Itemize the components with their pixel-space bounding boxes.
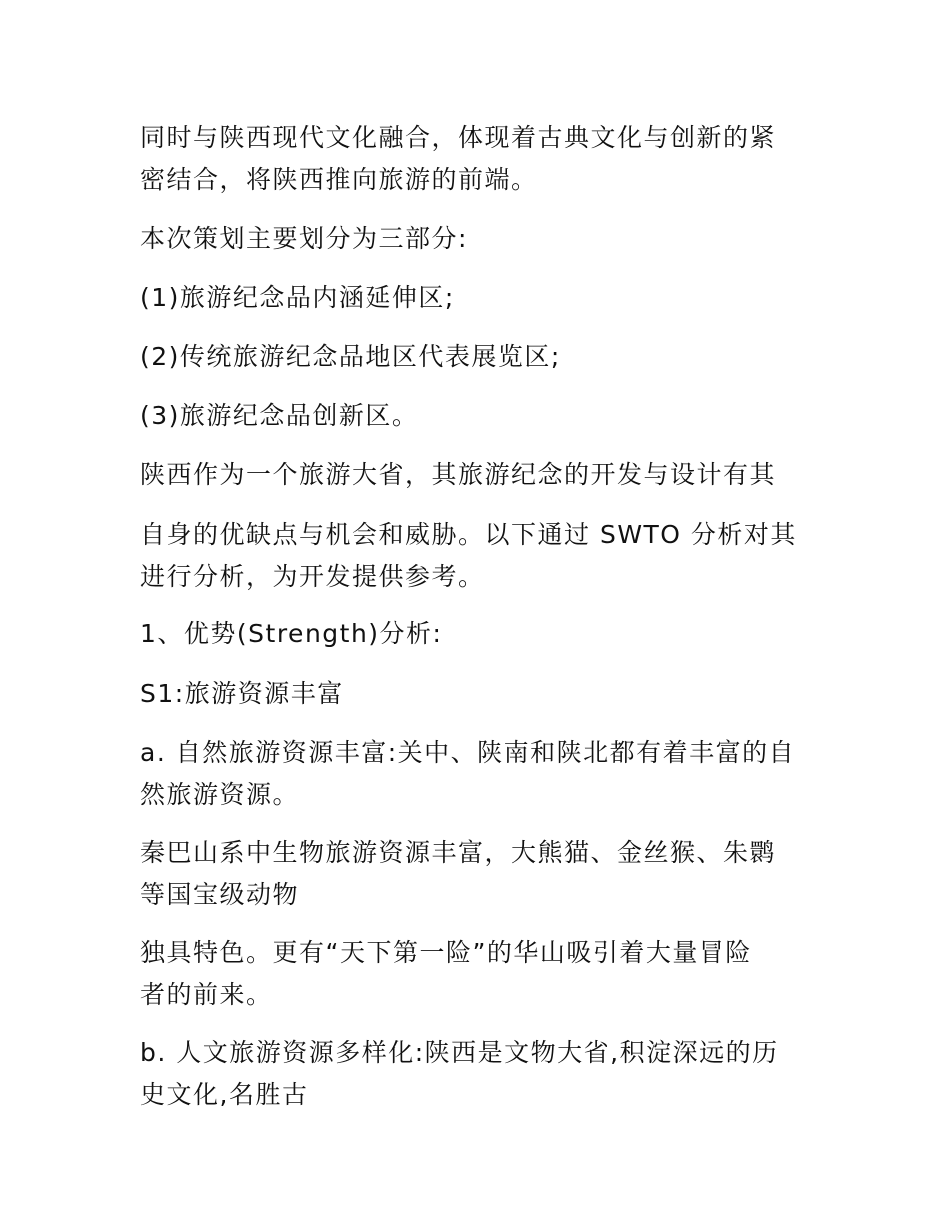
paragraph-12	[140, 932, 820, 1016]
paragraph-9	[140, 673, 820, 715]
paragraph-line: 1、优势(Strength)分析:	[140, 619, 443, 648]
paragraph-2	[140, 218, 820, 260]
paragraph-line: 同时与陕西现代文化融合，体现着古典文化与创新的紧	[140, 123, 777, 152]
paragraph-11	[140, 832, 820, 916]
paragraph-line: 密结合，将陕西推向旅游的前端。	[140, 165, 538, 194]
paragraph-1	[140, 117, 820, 201]
paragraph-line: b. 人文旅游资源多样化:陕西是文物大省,积淀深远的历	[140, 1038, 779, 1067]
paragraph-line: 自身的优缺点与机会和威胁。以下通过 SWTO 分析对其	[140, 520, 797, 549]
paragraph-line: (1)旅游纪念品内涵延伸区;	[140, 283, 455, 312]
paragraph-line: 进行分析，为开发提供参考。	[140, 562, 485, 591]
paragraph-line: S1:旅游资源丰富	[140, 679, 344, 708]
paragraph-8	[140, 613, 820, 655]
paragraph-line: 史文化,名胜古	[140, 1080, 309, 1109]
paragraph-line: 然旅游资源。	[140, 780, 300, 809]
paragraph-line: (2)传统旅游纪念品地区代表展览区;	[140, 342, 561, 371]
paragraph-7	[140, 514, 820, 598]
paragraph-line: 陕西作为一个旅游大省，其旅游纪念的开发与设计有其	[140, 460, 777, 489]
paragraph-line: 秦巴山系中生物旅游资源丰富，大熊猫、金丝猴、朱鹮	[140, 838, 777, 867]
paragraph-6	[140, 454, 820, 496]
paragraph-line: (3)旅游纪念品创新区。	[140, 401, 419, 430]
paragraph-line: 本次策划主要划分为三部分:	[140, 224, 468, 253]
paragraph-line: 者的前来。	[140, 980, 273, 1009]
paragraph-10	[140, 732, 820, 816]
paragraph-4	[140, 336, 820, 378]
paragraph-line: a. 自然旅游资源丰富:关中、陕南和陕北都有着丰富的自	[140, 738, 796, 767]
paragraph-3	[140, 277, 820, 319]
paragraph-line: 独具特色。更有“天下第一险”的华山吸引着大量冒险	[140, 938, 752, 967]
paragraph-5	[140, 395, 820, 437]
paragraph-line: 等国宝级动物	[140, 880, 300, 909]
paragraph-13	[140, 1032, 820, 1116]
